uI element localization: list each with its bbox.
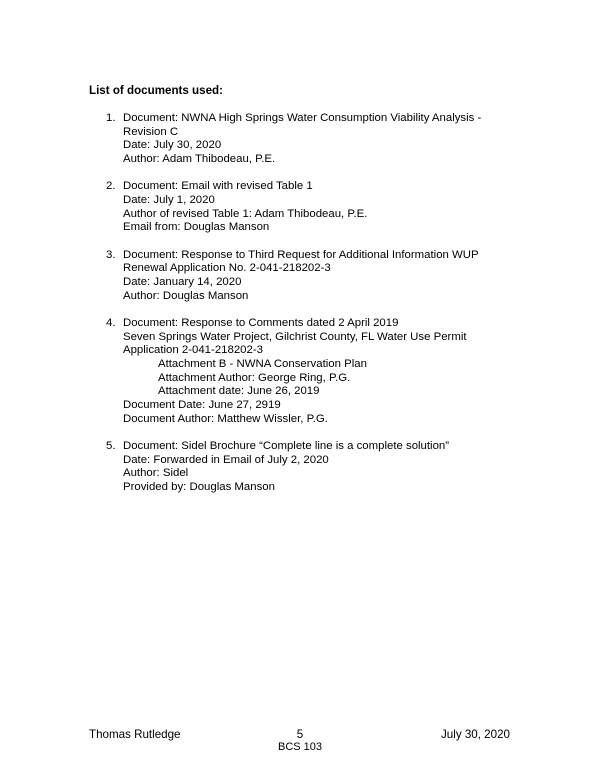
list-item	[106, 317, 526, 427]
item-line: Provided by: Douglas Manson	[123, 481, 275, 494]
list-item	[106, 180, 526, 235]
item-line: Document Date: June 27, 2919	[123, 399, 281, 412]
footer-page-number: 5	[296, 728, 304, 741]
item-line: Author of revised Table 1: Adam Thibodeau, P.E.	[123, 207, 368, 220]
item-line: Document: Sidel Brochure “Complete line is a complete solution”	[123, 440, 450, 453]
item-line: Date: July 1, 2020	[123, 194, 215, 207]
documents-list	[106, 112, 526, 508]
item-line: Date: January 14, 2020	[123, 276, 242, 289]
list-item	[106, 440, 526, 495]
item-line: Document: Response to Comments dated 2 April 2019	[123, 316, 399, 329]
list-item	[106, 249, 526, 304]
item-line: Revision C	[123, 125, 179, 138]
attachment-line: Attachment B - NWNA Conservation Plan	[158, 358, 367, 371]
item-line: Application 2-041-218202-3	[123, 344, 263, 357]
item-line: Author: Adam Thibodeau, P.E.	[123, 153, 276, 166]
item-line: Document: Response to Third Request for Additional Information WUP	[123, 248, 479, 261]
item-line: Author: Sidel	[123, 467, 189, 480]
item-line: Seven Springs Water Project, Gilchrist County, FL Water Use Permit	[123, 330, 467, 343]
item-line: Document Author: Matthew Wissler, P.G.	[123, 412, 328, 425]
item-line: Date: July 30, 2020	[123, 139, 222, 152]
item-line: Renewal Application No. 2-041-218202-3	[123, 262, 331, 275]
footer-author: Thomas Rutledge	[89, 728, 181, 741]
item-line: Email from: Douglas Manson	[123, 221, 270, 234]
footer-date: July 30, 2020	[441, 728, 510, 741]
list-item	[106, 112, 526, 167]
attachment-line: Attachment Author: George Ring, P.G.	[158, 371, 351, 384]
item-line: Document: NWNA High Springs Water Consumption Viability Analysis -	[123, 112, 482, 124]
attachment-line: Attachment date: June 26, 2019	[158, 385, 320, 398]
section-heading: List of documents used:	[89, 84, 223, 97]
item-line: Author: Douglas Manson	[123, 289, 249, 302]
item-number: 2.	[106, 180, 116, 193]
item-number: 5.	[106, 440, 116, 453]
item-line: Document: Email with revised Table 1	[123, 180, 313, 193]
item-line: Date: Forwarded in Email of July 2, 2020	[123, 453, 329, 466]
item-number: 4.	[106, 316, 116, 329]
item-number: 1.	[106, 112, 116, 124]
footer-code: BCS 103	[277, 741, 323, 753]
item-number: 3.	[106, 248, 116, 261]
